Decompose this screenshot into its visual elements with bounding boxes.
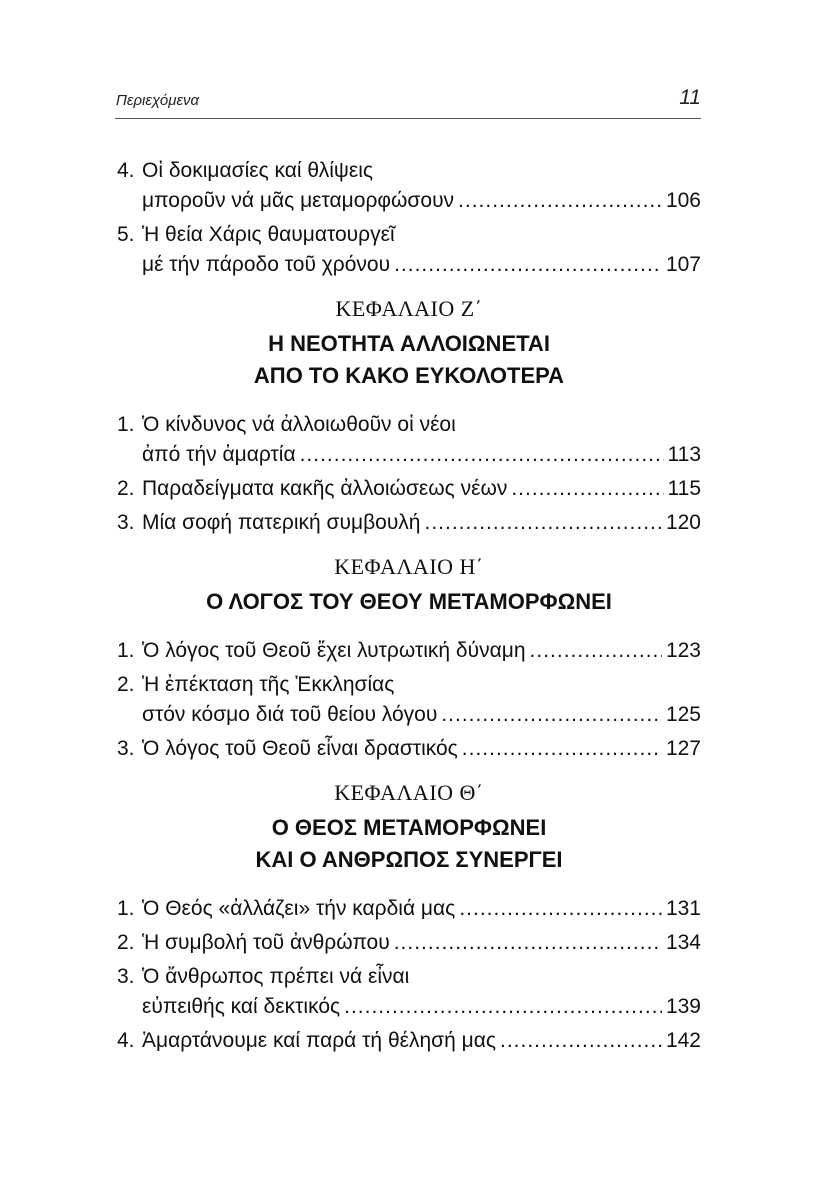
dot-leader: [500, 1026, 662, 1056]
entry-number: 3.: [117, 737, 135, 760]
entry-number: 1.: [117, 897, 135, 920]
toc-chapters: [117, 294, 701, 1056]
toc-entry-line: [117, 410, 701, 440]
toc-entry[interactable]: [117, 894, 701, 924]
chapter-title-line: ΑΠΟ ΤΟ ΚΑΚΟ ΕΥΚΟΛΟΤΕΡΑ: [253, 363, 565, 388]
entry-title: Ἡ θεία Χάρις θαυματουργεῖ: [142, 223, 395, 246]
entry-title: στόν κόσμο διά τοῦ θείου λόγου: [142, 703, 438, 726]
entry-page-number: 142: [665, 1029, 701, 1052]
chapter-title: [117, 812, 701, 876]
entry-number: 4.: [117, 1029, 135, 1052]
chapter-label: ΚΕΦΑΛΑΙΟ Ζ΄: [335, 296, 483, 321]
dot-leader: [394, 250, 662, 280]
dot-leader: [530, 636, 662, 666]
entry-page-number: 107: [665, 253, 701, 276]
toc-entry-line: [117, 250, 701, 280]
toc-entry[interactable]: [117, 636, 701, 666]
toc-entry[interactable]: [117, 928, 701, 958]
entry-number: 4.: [117, 159, 135, 182]
dot-leader: [462, 734, 662, 764]
toc-entry[interactable]: [117, 508, 701, 538]
toc-entry-line: [117, 440, 701, 470]
entry-page-number: 123: [665, 639, 701, 662]
toc-entry-line: [117, 700, 701, 730]
toc-entry[interactable]: [117, 474, 701, 504]
entry-page-number: 134: [665, 931, 701, 954]
toc-entry-line: [117, 962, 701, 992]
entry-title: Ἡ ἐπέκταση τῆς Ἐκκλησίας: [142, 673, 395, 696]
toc-entry[interactable]: [117, 734, 701, 764]
entry-page-number: 120: [665, 511, 701, 534]
toc-entry[interactable]: [117, 670, 701, 730]
running-title: Περιεχόμενα: [116, 92, 200, 109]
entry-title: Παραδείγματα κακῆς ἀλλοιώσεως νέων: [142, 477, 508, 500]
toc-entry-line: [117, 992, 701, 1022]
toc-entry[interactable]: [117, 962, 701, 1022]
entry-title: Ὁ ἄνθρωπος πρέπει νά εἶναι: [142, 965, 410, 988]
entry-page-number: 113: [667, 443, 701, 466]
toc-entry[interactable]: [117, 1026, 701, 1056]
chapter-entries: [117, 636, 701, 764]
chapter-title-line: Η ΝΕΟΤΗΤΑ ΑΛΛΟΙΩΝΕΤΑΙ: [268, 331, 550, 356]
toc-entry[interactable]: [117, 410, 701, 470]
toc-entry-line: [117, 928, 701, 958]
chapter-title-line: ΚΑΙ Ο ΑΝΘΡΩΠΟΣ ΣΥΝΕΡΓΕΙ: [255, 847, 563, 872]
entry-title: Ἁμαρτάνουμε καί παρά τή θέλησή μας: [142, 1029, 496, 1052]
dot-leader: [511, 474, 663, 504]
dot-leader: [441, 700, 662, 730]
entry-title: Ὁ κίνδυνος νά ἀλλοιωθοῦν οἱ νέοι: [142, 413, 456, 436]
entry-page-number: 131: [665, 897, 701, 920]
entry-page-number: 106: [665, 189, 701, 212]
entry-number: 2.: [117, 931, 135, 954]
toc-entries-continued: [117, 156, 701, 280]
entry-title: Οἱ δοκιμασίες καί θλίψεις: [142, 159, 373, 182]
toc-entry-line: [117, 156, 701, 186]
entry-page-number: 127: [665, 737, 701, 760]
toc-entry-line: [117, 508, 701, 538]
page-header: [115, 86, 701, 119]
entry-title: Ὁ λόγος τοῦ Θεοῦ ἔχει λυτρωτική δύναμη: [142, 639, 526, 662]
entry-title: Ὁ Θεός «ἀλλάζει» τήν καρδιά μας: [142, 897, 456, 920]
entry-page-number: 125: [665, 703, 701, 726]
toc-entry-line: [117, 474, 701, 504]
entry-number: 3.: [117, 965, 135, 988]
entry-number: 2.: [117, 673, 135, 696]
toc-entry-line: [117, 636, 701, 666]
entry-title: Ἡ συμβολή τοῦ ἀνθρώπου: [142, 931, 390, 954]
toc-entry-line: [117, 1026, 701, 1056]
entry-title: Ὁ λόγος τοῦ Θεοῦ εἶναι δραστικός: [142, 737, 458, 760]
page-number: 11: [679, 86, 701, 109]
table-of-contents: [117, 156, 701, 1056]
entry-title: εὐπειθής καί δεκτικός: [142, 995, 341, 1018]
toc-entry[interactable]: [117, 220, 701, 280]
dot-leader: [458, 186, 662, 216]
chapter-section: [117, 294, 701, 538]
dot-leader: [425, 508, 662, 538]
chapter-entries: [117, 894, 701, 1056]
toc-entry-line: [117, 734, 701, 764]
dot-leader: [459, 894, 662, 924]
entry-page-number: 139: [665, 995, 701, 1018]
entry-number: 2.: [117, 477, 135, 500]
toc-entry[interactable]: [117, 156, 701, 216]
dot-leader: [394, 928, 662, 958]
entry-number: 1.: [117, 413, 135, 436]
dot-leader: [344, 992, 662, 1022]
toc-entry-line: [117, 894, 701, 924]
toc-entry-line: [117, 220, 701, 250]
chapter-entries: [117, 410, 701, 538]
toc-entry-line: [117, 186, 701, 216]
chapter-title-line: Ο ΛΟΓΟΣ ΤΟΥ ΘΕΟΥ ΜΕΤΑΜΟΡΦΩΝΕΙ: [206, 589, 612, 614]
chapter-title-line: Ο ΘΕΟΣ ΜΕΤΑΜΟΡΦΩΝΕΙ: [271, 815, 547, 840]
chapter-section: [117, 778, 701, 1056]
chapter-label: ΚΕΦΑΛΑΙΟ Η΄: [334, 554, 484, 579]
chapter-title: [117, 586, 701, 618]
dot-leader: [300, 440, 664, 470]
entry-title: Μία σοφή πατερική συμβουλή: [142, 511, 421, 534]
entry-title: ἀπό τήν ἁμαρτία: [142, 443, 296, 466]
toc-entry-line: [117, 670, 701, 700]
entry-number: 1.: [117, 639, 135, 662]
chapter-label: ΚΕΦΑΛΑΙΟ Θ΄: [334, 780, 484, 805]
entry-page-number: 115: [667, 477, 701, 500]
entry-title: μποροῦν νά μᾶς μεταμορφώσουν: [142, 189, 455, 212]
entry-title: μέ τήν πάροδο τοῦ χρόνου: [142, 253, 391, 276]
entry-number: 5.: [117, 223, 135, 246]
chapter-section: [117, 552, 701, 764]
chapter-title: [117, 328, 701, 392]
entry-number: 3.: [117, 511, 135, 534]
